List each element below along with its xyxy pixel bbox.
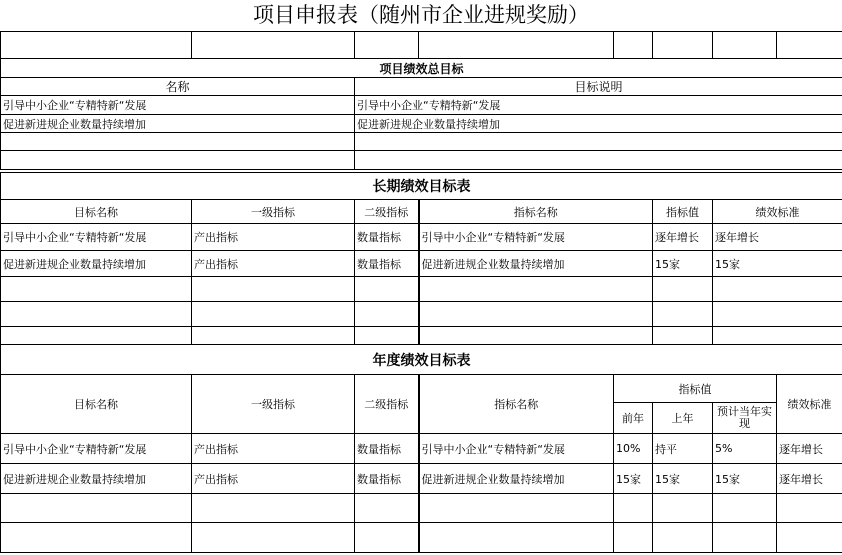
blank-cell <box>1 327 192 345</box>
blank-cell <box>777 32 842 59</box>
blank-cell <box>1 133 355 151</box>
blank-cell <box>419 277 653 302</box>
blank-cell <box>355 523 419 553</box>
blank-cell <box>355 151 842 170</box>
blank-cell <box>713 523 777 553</box>
blank-cell <box>713 32 777 59</box>
table-cell: 15家 <box>713 464 777 494</box>
blank-cell <box>355 133 842 151</box>
blank-cell <box>1 277 192 302</box>
overall-row-desc: 促进新进规企业数量持续增加 <box>355 115 842 133</box>
table-cell: 数量指标 <box>355 434 419 464</box>
annual-header-indicator-name: 指标名称 <box>419 375 614 434</box>
blank-cell <box>1 494 192 523</box>
blank-cell <box>355 302 419 327</box>
table-cell: 15家 <box>614 464 653 494</box>
blank-cell <box>419 302 653 327</box>
table-cell: 15家 <box>653 251 713 277</box>
blank-cell <box>192 494 355 523</box>
overall-row-name: 引导中小企业“专精特新“发展 <box>1 96 355 115</box>
table-cell: 15家 <box>713 251 842 277</box>
blank-cell <box>614 32 653 59</box>
blank-cell <box>1 302 192 327</box>
blank-cell <box>1 523 192 553</box>
blank-cell <box>1 151 355 170</box>
blank-cell <box>1 32 192 59</box>
table-cell: 引导中小企业“专精特新“发展 <box>419 224 653 251</box>
blank-cell <box>419 494 614 523</box>
overall-row-desc: 引导中小企业“专精特新“发展 <box>355 96 842 115</box>
overall-heading: 项目绩效总目标 <box>1 59 842 78</box>
table-cell: 促进新进规企业数量持续增加 <box>1 251 192 277</box>
annual-header-level1: 一级指标 <box>192 375 355 434</box>
overall-row-name: 促进新进规企业数量持续增加 <box>1 115 355 133</box>
blank-cell <box>192 32 355 59</box>
table-cell: 持平 <box>653 434 713 464</box>
blank-cell <box>192 327 355 345</box>
col-desc-header: 目标说明 <box>355 78 842 96</box>
table-cell: 产出指标 <box>192 224 355 251</box>
blank-cell <box>713 494 777 523</box>
table-cell: 逐年增长 <box>713 224 842 251</box>
table-cell: 促进新进规企业数量持续增加 <box>419 251 653 277</box>
blank-cell <box>653 494 713 523</box>
longterm-heading: 长期绩效目标表 <box>1 173 842 200</box>
page-title: 项目申报表（随州市企业进规奖励） <box>253 3 589 27</box>
annual-header-indicator-value: 指标值 <box>614 375 777 403</box>
blank-cell <box>777 494 842 523</box>
table-cell: 逐年增长 <box>653 224 713 251</box>
blank-cell <box>777 523 842 553</box>
table-cell: 数量指标 <box>355 464 419 494</box>
annual-header-level2: 二级指标 <box>355 375 419 434</box>
annual-subheader-current: 预计当年实现 <box>713 403 777 434</box>
longterm-header-indicator-name: 指标名称 <box>419 200 653 224</box>
blank-cell <box>713 277 842 302</box>
table-cell: 逐年增长 <box>777 464 842 494</box>
blank-cell <box>355 494 419 523</box>
table-cell: 引导中小企业“专精特新“发展 <box>1 434 192 464</box>
table-cell: 促进新进规企业数量持续增加 <box>419 464 614 494</box>
table-cell: 15家 <box>653 464 713 494</box>
annual-goals-table <box>0 344 842 553</box>
header-blank-row <box>0 31 842 59</box>
table-cell: 5% <box>713 434 777 464</box>
longterm-header-standard: 绩效标准 <box>713 200 842 224</box>
table-cell: 促进新进规企业数量持续增加 <box>1 464 192 494</box>
annual-subheader-prev2: 前年 <box>614 403 653 434</box>
blank-cell <box>355 327 419 345</box>
table-cell: 产出指标 <box>192 464 355 494</box>
longterm-goals-table <box>0 172 842 345</box>
blank-cell <box>419 327 653 345</box>
blank-cell <box>355 277 419 302</box>
blank-cell <box>653 523 713 553</box>
blank-cell <box>192 523 355 553</box>
annual-subheader-prev1: 上年 <box>653 403 713 434</box>
blank-cell <box>355 32 419 59</box>
blank-cell <box>614 494 653 523</box>
longterm-header-indicator-value: 指标值 <box>653 200 713 224</box>
table-cell: 数量指标 <box>355 251 419 277</box>
annual-heading: 年度绩效目标表 <box>1 345 842 375</box>
longterm-header-level2: 二级指标 <box>355 200 419 224</box>
table-cell: 数量指标 <box>355 224 419 251</box>
overall-goals-table <box>0 58 842 170</box>
table-cell: 产出指标 <box>192 434 355 464</box>
table-cell: 10% <box>614 434 653 464</box>
blank-cell <box>653 302 713 327</box>
blank-cell <box>713 302 842 327</box>
table-cell: 逐年增长 <box>777 434 842 464</box>
blank-cell <box>653 327 713 345</box>
col-name-header: 名称 <box>1 78 355 96</box>
blank-cell <box>653 32 713 59</box>
blank-cell <box>192 277 355 302</box>
table-cell: 产出指标 <box>192 251 355 277</box>
annual-header-standard: 绩效标准 <box>777 375 842 434</box>
table-cell: 引导中小企业“专精特新“发展 <box>419 434 614 464</box>
longterm-header-level1: 一级指标 <box>192 200 355 224</box>
blank-cell <box>192 302 355 327</box>
longterm-header-goal-name: 目标名称 <box>1 200 192 224</box>
blank-cell <box>419 32 614 59</box>
annual-header-goal-name: 目标名称 <box>1 375 192 434</box>
blank-cell <box>419 523 614 553</box>
table-cell: 引导中小企业“专精特新“发展 <box>1 224 192 251</box>
blank-cell <box>614 523 653 553</box>
blank-cell <box>713 327 842 345</box>
blank-cell <box>653 277 713 302</box>
